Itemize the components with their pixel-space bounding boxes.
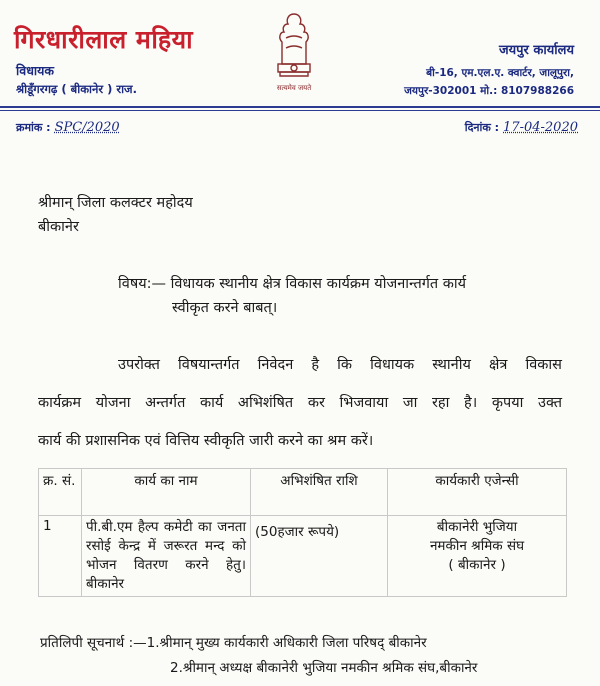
table-header-row bbox=[39, 469, 567, 516]
table-row bbox=[39, 516, 567, 597]
subject-line1: विषय:— विधायक स्थानीय क्षेत्र विकास कार्यक्रम योजनान्तर्गत कार्य bbox=[118, 276, 467, 292]
copy-to-line2: 2.श्रीमान् अध्यक्ष बीकानेरी भुजिया नमकीन श्रमिक संघ,बीकानेर bbox=[170, 660, 478, 676]
cell-serial: 1 bbox=[39, 516, 82, 597]
emblem-motto: सत्यमेव जयते bbox=[276, 84, 312, 92]
recipient-line1: श्रीमान् जिला कलक्टर महोदय bbox=[38, 195, 193, 211]
reference-number bbox=[16, 120, 120, 135]
subject bbox=[118, 272, 558, 320]
date-value: 17-04-2020 bbox=[503, 120, 578, 135]
office-address-line2: जयपुर-302001 मो.: 8107988266 bbox=[404, 85, 574, 97]
header-agency: कार्यकारी एजेन्सी bbox=[388, 469, 567, 516]
body-paragraph bbox=[38, 346, 562, 460]
copy-to-line1: प्रतिलिपी सूचनार्थ :—1.श्रीमान् मुख्य कार्यकारी अधिकारी जिला परिषद् बीकानेर bbox=[40, 635, 427, 651]
letterhead-divider bbox=[0, 106, 600, 108]
agency-line3: ( बीकानेर ) bbox=[448, 557, 506, 573]
date-label: दिनांक : bbox=[464, 121, 500, 134]
cell-agency bbox=[388, 516, 567, 597]
reference-value: SPC/2020 bbox=[54, 120, 120, 135]
cell-amount: (50हजार रूपये) bbox=[251, 516, 388, 597]
reference-label: क्रमांक : bbox=[16, 121, 51, 134]
paragraph-line1: उपरोक्त विषयान्तर्गत निवेदन है कि विधायक स्थानीय क्षेत्र विकास bbox=[118, 357, 562, 373]
cell-work-name: पी.बी.एम हैल्प कमेटी का जनता रसोई केन्द्र में जरूरत मन्द को भोजन वितरण करने हेतु। बीकानेर bbox=[82, 516, 251, 597]
office-address-line1: बी-16, एम.एल.ए. क्वार्टर, जालूपुरा, bbox=[426, 67, 574, 79]
office-title: जयपुर कार्यालय bbox=[498, 43, 574, 58]
letterhead-constituency: श्रीडूँगरगढ़ ( बीकानेर ) राज. bbox=[16, 82, 137, 96]
recipient-line2: बीकानेर bbox=[38, 219, 79, 235]
work-table bbox=[38, 468, 567, 597]
paragraph-line3: कार्य की प्रशासनिक एवं वित्तिय स्वीकृति जारी करने का श्रम करें। bbox=[38, 433, 374, 449]
letterhead-name: गिरधारीलाल महिया bbox=[14, 25, 194, 54]
letterhead-role: विधायक bbox=[16, 63, 54, 78]
paragraph-line2: कार्यक्रम योजना अन्तर्गत कार्य अभिशंषित कर भिजवाया जा रहा है। कृपया उक्त bbox=[38, 395, 562, 411]
subject-line2: स्वीकृत करने बाबत्। bbox=[172, 300, 278, 316]
header-serial: क्र. सं. bbox=[39, 469, 82, 516]
agency-line1: बीकानेरी भुजिया bbox=[436, 519, 518, 535]
letterhead-divider-thin bbox=[0, 110, 600, 111]
header-amount: अभिशंषित राशि bbox=[251, 469, 388, 516]
agency-line2: नमकीन श्रमिक संघ bbox=[429, 538, 525, 554]
letter-date bbox=[465, 120, 578, 135]
header-work-name: कार्य का नाम bbox=[82, 469, 251, 516]
